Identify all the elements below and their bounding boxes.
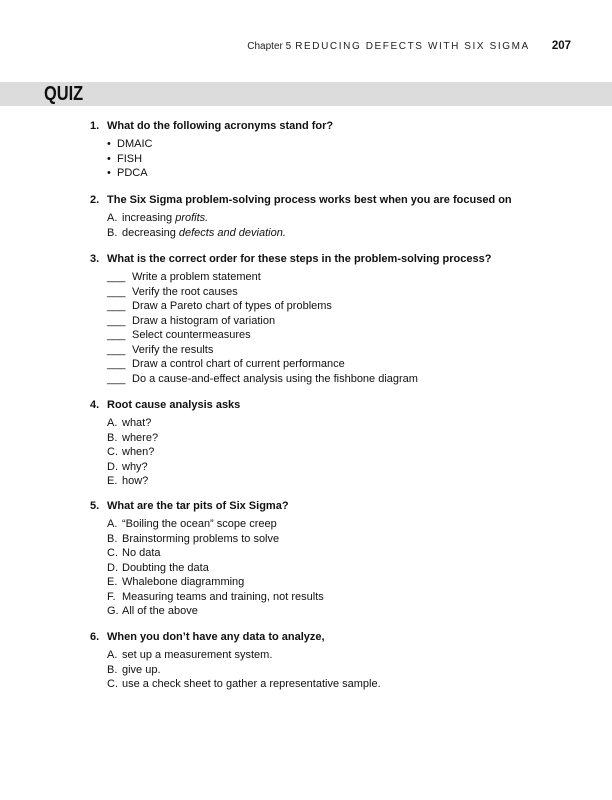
list-item <box>107 357 570 372</box>
option-letter: A. <box>107 518 118 530</box>
bullet-icon: • <box>107 152 111 165</box>
question-number: 1. <box>90 120 100 132</box>
question-heading <box>90 252 570 266</box>
option-letter: A. <box>107 649 118 661</box>
option-list <box>107 648 570 692</box>
option-text: PDCA <box>117 167 148 179</box>
option-list <box>107 270 570 386</box>
question-heading <box>90 398 570 412</box>
answer-blank: ___ <box>107 343 126 356</box>
option-letter: A. <box>107 417 118 429</box>
option-text: Draw a control chart of current performance <box>132 358 345 370</box>
option-text: give up. <box>122 663 161 676</box>
question-2 <box>90 193 570 240</box>
question-text: Root cause analysis asks <box>107 399 241 411</box>
answer-blank: ___ <box>107 329 126 341</box>
list-item <box>107 445 570 460</box>
question-4 <box>90 398 570 489</box>
bullet-icon: • <box>107 138 111 150</box>
list-item <box>107 314 570 329</box>
list-item <box>107 372 570 387</box>
option-letter: C. <box>107 678 118 690</box>
option-text: Brainstorming problems to solve <box>122 532 280 545</box>
answer-blank: ___ <box>107 271 126 283</box>
option-text: use a check sheet to gather a representative sample. <box>122 678 381 690</box>
quiz-banner <box>0 82 612 106</box>
option-emphasis: defects and deviation. <box>178 226 286 239</box>
option-text: how? <box>122 475 149 487</box>
answer-blank: ___ <box>107 300 126 312</box>
option-text: All of the above <box>122 605 198 617</box>
option-text: Doubting the data <box>122 561 209 574</box>
list-item <box>107 270 570 285</box>
list-item <box>107 431 570 446</box>
list-item <box>107 517 570 532</box>
list-item <box>107 590 570 605</box>
option-list <box>107 137 570 181</box>
option-text: Verify the root causes <box>132 285 238 298</box>
list-item <box>107 211 570 226</box>
answer-blank: ___ <box>107 358 126 370</box>
question-number: 4. <box>90 399 100 411</box>
option-text: decreasing <box>122 226 179 239</box>
option-letter: C. <box>107 446 118 458</box>
list-item <box>107 285 570 300</box>
running-head <box>247 40 571 56</box>
question-6 <box>90 630 570 692</box>
question-number: 2. <box>90 194 100 206</box>
option-text: Verify the results <box>132 343 214 356</box>
question-1 <box>90 119 570 181</box>
option-text: when? <box>122 446 155 458</box>
option-text: Write a problem statement <box>132 271 261 283</box>
list-item <box>107 546 570 561</box>
answer-blank: ___ <box>107 314 126 327</box>
option-text: No data <box>122 547 161 559</box>
list-item <box>107 328 570 343</box>
option-text: DMAIC <box>117 138 153 150</box>
list-item <box>107 299 570 314</box>
question-heading <box>90 499 570 513</box>
list-item <box>107 561 570 576</box>
question-text: The Six Sigma problem-solving process works best when you are focused on <box>107 194 512 206</box>
option-letter: D. <box>107 460 118 473</box>
option-letter: B. <box>107 663 118 676</box>
option-list <box>107 517 570 619</box>
option-letter: B. <box>107 226 118 239</box>
option-text: increasing <box>122 212 176 224</box>
option-text: Select countermeasures <box>132 329 251 341</box>
question-5 <box>90 499 570 619</box>
option-text: “Boiling the ocean” scope creep <box>122 518 277 530</box>
option-letter: B. <box>107 431 118 444</box>
list-item <box>107 604 570 619</box>
option-letter: C. <box>107 547 118 559</box>
option-letter: E. <box>107 475 118 487</box>
option-text: set up a measurement system. <box>122 649 273 661</box>
option-letter: F. <box>107 590 116 603</box>
list-item <box>107 663 570 678</box>
option-text: Draw a Pareto chart of types of problems <box>132 300 332 312</box>
chapter-title: REDUCING DEFECTS WITH SIX SIGMA <box>295 41 530 52</box>
option-letter: E. <box>107 576 118 588</box>
list-item <box>107 166 570 181</box>
list-item <box>107 474 570 489</box>
chapter-label: Chapter 5 <box>247 41 292 52</box>
option-text: Draw a histogram of variation <box>132 314 276 327</box>
list-item <box>107 137 570 152</box>
list-item <box>107 677 570 692</box>
option-text: Measuring teams and training, not results <box>122 590 324 603</box>
list-item <box>107 575 570 590</box>
option-list <box>107 416 570 489</box>
option-letter: A. <box>107 212 118 224</box>
option-letter: B. <box>107 532 118 545</box>
list-item <box>107 648 570 663</box>
question-text: What are the tar pits of Six Sigma? <box>107 500 289 512</box>
question-number: 6. <box>90 631 100 643</box>
list-item <box>107 226 570 241</box>
bullet-icon: • <box>107 167 111 179</box>
option-text: Do a cause-and-effect analysis using the fishbone diagram <box>132 372 418 385</box>
answer-blank: ___ <box>107 372 126 385</box>
list-item <box>107 343 570 358</box>
question-text: When you don’t have any data to analyze, <box>107 631 325 643</box>
option-letter: D. <box>107 561 118 574</box>
list-item <box>107 460 570 475</box>
question-3 <box>90 252 570 386</box>
list-item <box>107 532 570 547</box>
list-item <box>107 152 570 167</box>
option-list <box>107 211 570 240</box>
option-text: what? <box>122 417 152 429</box>
option-text: where? <box>122 431 159 444</box>
question-number: 3. <box>90 253 100 265</box>
question-text: What is the correct order for these steps in the problem-solving process? <box>107 253 492 265</box>
quiz-title: QUIZ <box>44 83 84 105</box>
question-heading <box>90 193 570 207</box>
question-number: 5. <box>90 500 100 512</box>
question-text: What do the following acronyms stand for? <box>107 120 334 132</box>
option-text: why? <box>122 460 148 473</box>
option-emphasis: profits. <box>175 212 209 224</box>
question-heading <box>90 119 570 133</box>
page-number: 207 <box>551 40 571 52</box>
answer-blank: ___ <box>107 285 126 298</box>
option-text: FISH <box>117 152 143 165</box>
list-item <box>107 416 570 431</box>
question-heading <box>90 630 570 644</box>
option-letter: G. <box>107 605 119 617</box>
option-text: Whalebone diagramming <box>122 576 245 588</box>
